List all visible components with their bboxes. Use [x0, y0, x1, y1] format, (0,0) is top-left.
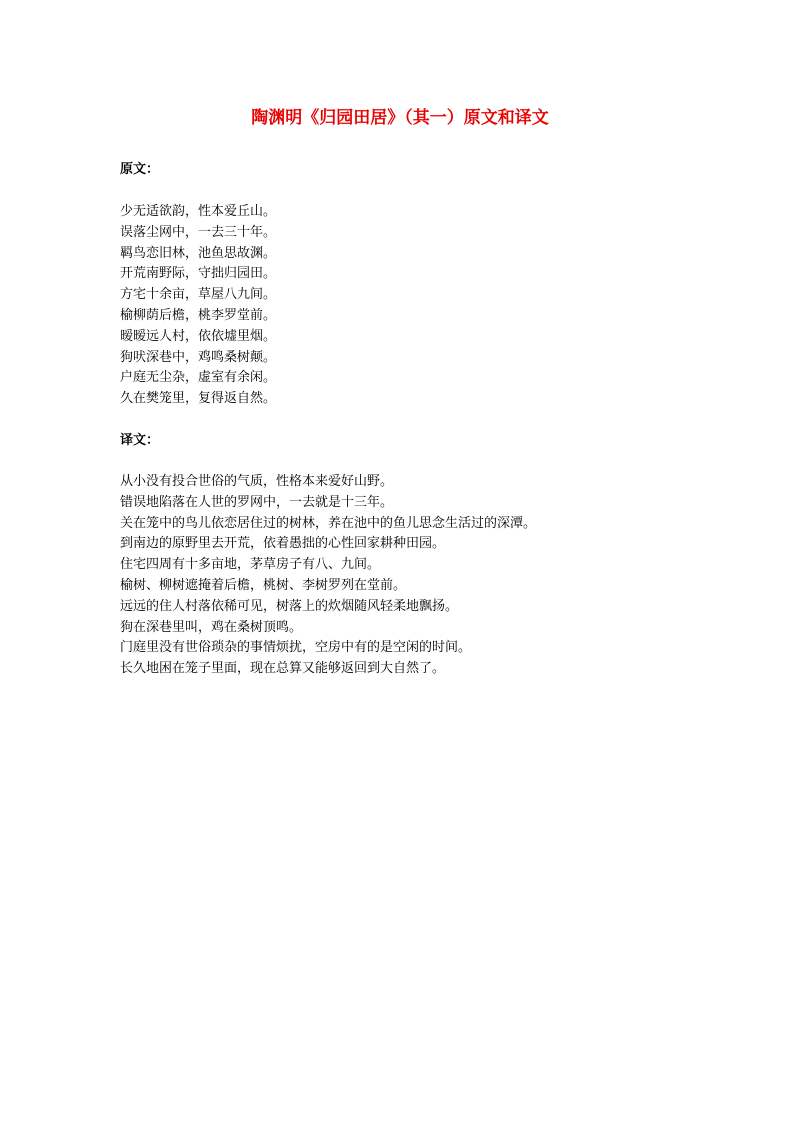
- document-title: 陶渊明《归园田居》（其一）原文和译文: [251, 108, 549, 128]
- original-line: 少无适欲韵，性本爱丘山。: [120, 204, 277, 219]
- original-heading: 原文：: [120, 162, 160, 177]
- translation-heading: 译文：: [120, 433, 160, 448]
- translation-line: 从小没有投合世俗的气质，性格本来爱好山野。: [120, 474, 394, 489]
- translation-text: [120, 472, 536, 680]
- original-line: 开荒南野际，守拙归园田。: [120, 266, 277, 282]
- translation-line: 住宅四周有十多亩地，茅草房子有八、九间。: [120, 557, 381, 573]
- translation-line: 狗在深巷里叫，鸡在桑树顶鸣。: [120, 619, 303, 635]
- translation-line: 关在笼中的鸟儿依恋居住过的树林，养在池中的鱼儿思念生活过的深潭。: [120, 515, 537, 531]
- original-line: 暧暧远人村，依依墟里烟。: [120, 328, 277, 344]
- translation-line: 错误地陷落在人世的罗网中，一去就是十三年。: [120, 494, 394, 510]
- translation-line: 门庭里没有世俗琐杂的事情烦扰，空房中有的是空闲的时间。: [120, 640, 472, 656]
- original-line: 误落尘网中，一去三十年。: [120, 224, 277, 240]
- original-line: 方宅十余亩，草屋八九间。: [120, 287, 277, 303]
- translation-line: 长久地困在笼子里面，现在总算又能够返回到大自然了。: [120, 661, 446, 677]
- original-text: [120, 202, 276, 410]
- translation-line: 到南边的原野里去开荒，依着愚拙的心性回家耕种田园。: [120, 536, 446, 552]
- original-line: 户庭无尘杂，虚室有余闲。: [120, 370, 277, 386]
- original-line: 榆柳荫后檐，桃李罗堂前。: [120, 307, 277, 323]
- translation-line: 榆树、柳树遮掩着后檐，桃树、李树罗列在堂前。: [120, 577, 407, 593]
- original-line: 狗吠深巷中，鸡鸣桑树颠。: [120, 349, 277, 365]
- original-line: 羁鸟恋旧林，池鱼思故渊。: [120, 245, 277, 261]
- translation-line: 远远的住人村落依稀可见，树落上的炊烟随风轻柔地飘扬。: [120, 598, 459, 614]
- original-line: 久在樊笼里，复得返自然。: [120, 391, 277, 407]
